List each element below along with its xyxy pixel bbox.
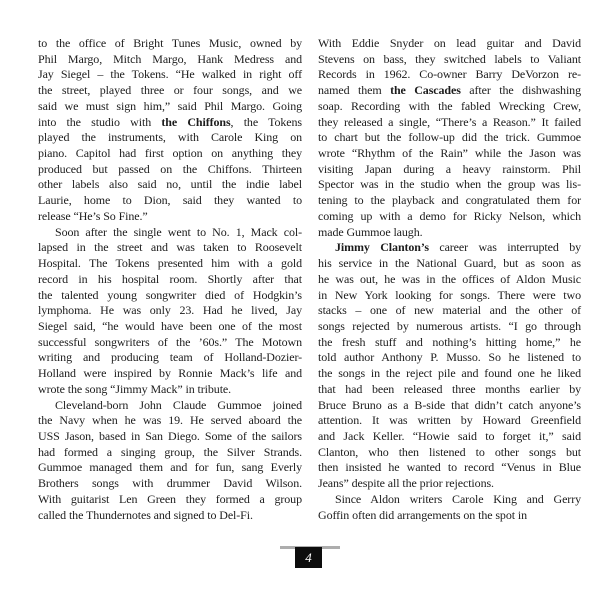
text-line: to chart but the follow-up did the trick. Gummoe [318,130,581,145]
text-line: the talented young songwriter died of Hodgkin’s [38,287,302,302]
text-line: lapsed in the street and was taken to Roosevelt [38,240,302,255]
page-number: 4 [305,549,312,565]
text-line: attention. It was written by Howard Greenfield [318,413,581,428]
text-line: Spector was in the studio when the group was lis- [318,177,581,192]
text-line: wrote “Rhythm of the Rain” while the Jason was [318,146,581,161]
text-line: USS Jason, based in San Diego. Some of the sailors [38,428,302,443]
text-line: wrote the song “Jimmy Mack” in tribute. [38,381,232,396]
text-line: coming up with a demo for Ricky Nelson, which [318,208,581,223]
text-line: he was out, he was in the offices of Aldon Music [318,271,581,286]
text-line: in New York looking for songs. There were two [318,287,581,302]
text-line: Records in 1962. Co-owner Barry DeVorzon re- [318,67,581,82]
text-line: told author Anthony P. Musso. So he listened to [318,350,581,365]
text-line: the songs in the reject pile and found one he liked [318,366,581,381]
text-line: With Eddie Snyder on lead guitar and David [318,36,581,50]
text-line: Siegel said, “he would have been one of the most [38,318,302,333]
text-line: Cleveland-born John Claude Gummoe joined [55,397,302,412]
text-line: record in his hospital room. Shortly after that [38,271,302,286]
text-line: called the Thundernotes and signed to Del-Fi. [38,507,253,522]
text-line: visiting Japan during a heavy rainstorm. Phil [318,161,581,176]
text-line: the Navy when he was 19. He served aboard the [38,413,302,428]
text-line: Hospital. The Tokens presented him with a gold [38,256,302,271]
text-line: release “He’s So Fine.” [38,208,148,223]
text-line: made Gummoe laugh. [318,224,423,239]
text-line: stacks – one of new material and the other of [318,303,581,318]
text-line: named them the Cascades after the dishwashing [318,83,581,98]
text-line: Holland were inspired by Ronnie Mack’s life and [38,366,302,381]
text-line: then insisted he wanted to record “Venus in Blue [318,460,581,475]
text-line: his service in the National Guard, but as soon as [318,256,581,271]
text-line: Brothers songs with drummer David Wilson. [38,476,302,491]
text-line: Gummoe managed them and for fun, sang Everly [38,460,302,475]
text-line: writing and producing team of Holland-Dozier- [38,350,302,365]
text-line: Goffin often did arrangements on the spot in [318,507,527,522]
text-line: Jimmy Clanton’s career was interrupted by [335,240,581,255]
text-line: Jeans” despite all the prior rejections. [318,476,494,491]
text-column-right [318,36,581,523]
text-line: Phil Margo, Mitch Margo, Hank Medress and [38,51,302,66]
text-line: and Jack Keller. “Howie said to forget it,” said [318,428,581,443]
text-line: Stevens on bass, they switched labels to Valiant [318,51,581,66]
text-line: piano. Capitol had first option on anything they [38,146,302,161]
text-line: Bruce Bruno as a B-side that didn’t catch anyone’s [318,397,581,412]
text-line: the fresh stuff and nothing’s hitting home,” he [318,334,581,349]
text-line: produced but passed on the Chiffons. Thirteen [38,161,302,176]
text-line: Soon after the single went to No. 1, Mack col- [55,224,302,239]
page-number-badge [295,547,322,568]
text-line: tening to the playback and congratulated them for [318,193,581,208]
text-column-left [38,36,302,523]
text-line: played the instruments, with Carole King on [38,130,302,145]
text-line: to the office of Bright Tunes Music, owned by [38,36,302,50]
text-line: Laurie, home to Dion, said they wanted to [38,193,302,208]
text-line: other labels also said no, until the indie label [38,177,302,192]
text-line: they released a single, “There’s a Reason.” It failed [318,114,581,129]
text-line: said we must sign him,” said Phil Margo. Going [38,98,302,113]
text-line: had formed a singing group, the Silver Strands. [38,444,302,459]
text-line: songs rejected by numerous artists. “I go through [318,318,581,333]
text-line: Clanton, who then listened to other songs but [318,444,581,459]
text-line: soap. Recording with the fabled Wrecking Crew, [318,98,581,113]
text-line: Since Aldon writers Carole King and Gerry [335,491,581,506]
text-line: Jay Siegel – the Tokens. “He walked in right off [38,67,302,82]
text-line: lymphoma. He was only 23. Had he lived, Jay [38,303,302,318]
text-line: that had been released three months earlier by [318,381,581,396]
text-line: the street, played three or four songs, and we [38,83,302,98]
text-line: successful songwriters of the ’60s.” The Motown [38,334,302,349]
text-line: into the studio with the Chiffons, the Tokens [38,114,302,129]
text-line: With guitarist Len Green they formed a group [38,491,302,506]
